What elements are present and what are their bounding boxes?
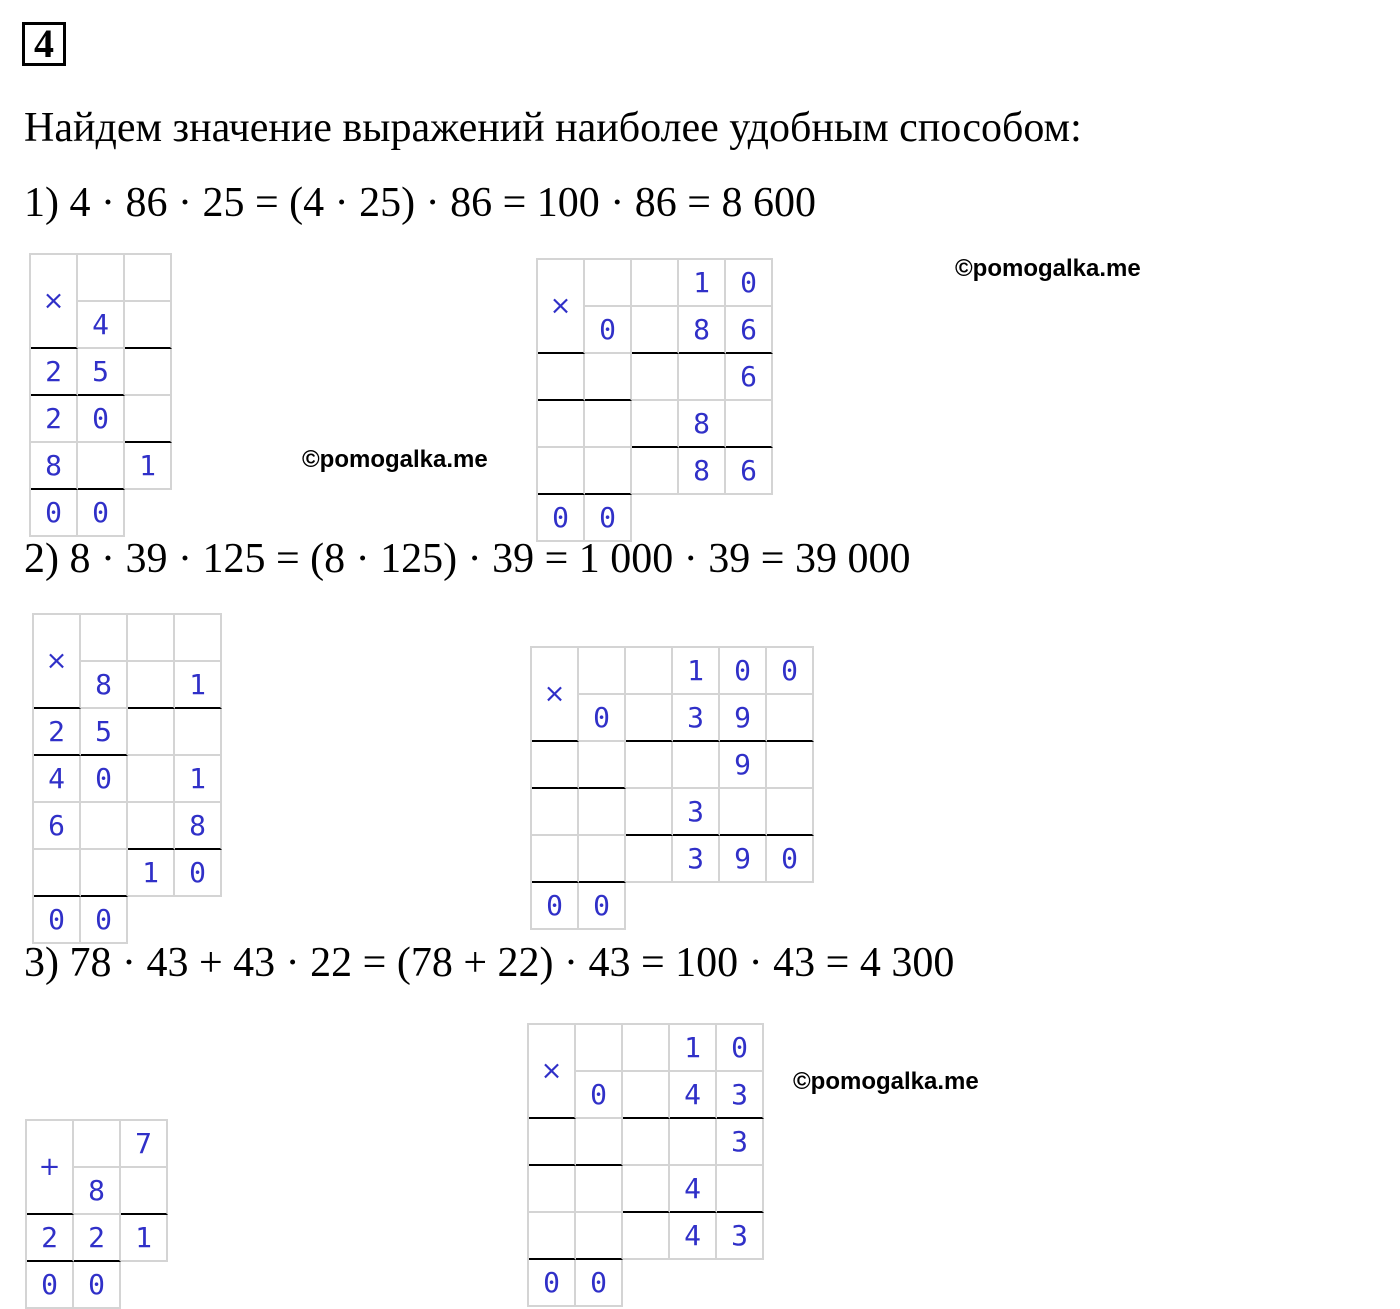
calc-cell: 4 [78, 302, 125, 349]
calc-cell: 7 [121, 1121, 168, 1168]
calc-cell: 3 [673, 836, 720, 883]
calc-cell: 4 [670, 1166, 717, 1213]
calc-cell [626, 648, 673, 695]
calc-cell [579, 836, 626, 883]
calc-cell [726, 401, 773, 448]
calc-cell: 4 [670, 1072, 717, 1119]
calc-cell: 3 [673, 695, 720, 742]
calc-grid [32, 613, 222, 944]
calc-cell: 6 [34, 803, 81, 850]
calc-cell [529, 1213, 576, 1260]
calc-cell: 1 [175, 756, 222, 803]
calc-cell: 8 [31, 443, 78, 490]
calc-grid [530, 646, 814, 930]
calc-cell [673, 742, 720, 789]
calc-cell: 1 [128, 850, 175, 897]
calc-cell: 0 [767, 836, 814, 883]
operation-sign: + [27, 1121, 74, 1215]
calc-cell [579, 742, 626, 789]
calc-cell: 0 [726, 260, 773, 307]
calc-grid [527, 1023, 764, 1307]
calc-cell: 6 [726, 307, 773, 354]
calc-cell: 8 [679, 448, 726, 495]
calc-cell [632, 401, 679, 448]
calc-cell [576, 1166, 623, 1213]
calc-cell [81, 803, 128, 850]
calc-cell [125, 302, 172, 349]
calc-cell [125, 255, 172, 302]
calc-cell: 0 [34, 897, 81, 944]
calc-cell: 0 [576, 1072, 623, 1119]
calc-cell [532, 742, 579, 789]
calc-cell [585, 260, 632, 307]
calc-cell [538, 354, 585, 401]
watermark: ©pomogalka.me [955, 255, 1141, 282]
calc-grid [29, 253, 172, 537]
calc-cell [538, 448, 585, 495]
expression-3: 3) 78 · 43 + 43 · 22 = (78 + 22) · 43 = 100 · 43 = 4 300 [24, 940, 955, 986]
calc-cell: 2 [31, 396, 78, 443]
calc-cell: 0 [31, 490, 78, 537]
calc-cell: 0 [538, 495, 585, 542]
calc-cell: 9 [720, 742, 767, 789]
calc-cell: 3 [717, 1213, 764, 1260]
calc-cell [670, 1119, 717, 1166]
calc-cell: 0 [720, 648, 767, 695]
calc-cell [626, 836, 673, 883]
calc-cell [128, 803, 175, 850]
calc-cell: 0 [529, 1260, 576, 1307]
calc-cell [532, 789, 579, 836]
calc-cell: 6 [726, 354, 773, 401]
calc-cell: 9 [720, 836, 767, 883]
calc-cell: 0 [78, 490, 125, 537]
calc-cell [175, 709, 222, 756]
calc-cell: 6 [726, 448, 773, 495]
calc-cell: 0 [78, 396, 125, 443]
calc-cell [585, 354, 632, 401]
calc-cell: 5 [78, 349, 125, 396]
watermark: ©pomogalka.me [793, 1068, 979, 1095]
calc-cell: 0 [576, 1260, 623, 1307]
calc-cell [585, 401, 632, 448]
calc-cell: 4 [670, 1213, 717, 1260]
calc-cell [78, 443, 125, 490]
calc-cell [538, 401, 585, 448]
calc-cell [717, 1166, 764, 1213]
calc-cell [679, 354, 726, 401]
calc-cell [626, 742, 673, 789]
calc-cell [720, 789, 767, 836]
calc-cell [579, 648, 626, 695]
calc-grid [25, 1119, 168, 1309]
calc-cell [128, 662, 175, 709]
calc-cell [128, 615, 175, 662]
calc-cell [623, 1213, 670, 1260]
calc-cell [576, 1213, 623, 1260]
calc-cell: 8 [175, 803, 222, 850]
calc-cell [632, 307, 679, 354]
watermark: ©pomogalka.me [302, 446, 488, 473]
calc-cell: 2 [27, 1215, 74, 1262]
calc-cell [576, 1119, 623, 1166]
expression-2: 2) 8 · 39 · 125 = (8 · 125) · 39 = 1 000 · 39 = 39 000 [24, 536, 911, 582]
expression-1: 1) 4 · 86 · 25 = (4 · 25) · 86 = 100 · 86 = 8 600 [24, 180, 816, 226]
calc-cell: 5 [81, 709, 128, 756]
calc-cell [81, 615, 128, 662]
calc-cell: 2 [34, 709, 81, 756]
calc-cell [767, 789, 814, 836]
calc-cell [125, 396, 172, 443]
calc-cell [767, 695, 814, 742]
calc-cell [579, 789, 626, 836]
calc-cell: 0 [585, 307, 632, 354]
calc-cell: 0 [81, 897, 128, 944]
calc-cell: 0 [81, 756, 128, 803]
calc-cell: 8 [679, 401, 726, 448]
calc-cell: 0 [74, 1262, 121, 1309]
calc-cell [585, 448, 632, 495]
calc-cell [128, 756, 175, 803]
calc-cell: 0 [27, 1262, 74, 1309]
calc-cell [529, 1166, 576, 1213]
calc-cell [532, 836, 579, 883]
calc-cell [529, 1119, 576, 1166]
task-number: 4 [22, 22, 66, 66]
calc-cell [632, 448, 679, 495]
calc-cell: 4 [34, 756, 81, 803]
calc-cell [121, 1168, 168, 1215]
calc-cell: 1 [125, 443, 172, 490]
calc-cell: 1 [121, 1215, 168, 1262]
calc-cell [626, 789, 673, 836]
calc-cell: 0 [175, 850, 222, 897]
calc-cell [632, 260, 679, 307]
calc-cell: 0 [579, 695, 626, 742]
operation-sign: × [34, 615, 81, 709]
calc-cell: 0 [585, 495, 632, 542]
calc-cell [78, 255, 125, 302]
calc-cell: 2 [74, 1215, 121, 1262]
calc-cell [632, 354, 679, 401]
calc-cell: 3 [673, 789, 720, 836]
calc-cell: 8 [74, 1168, 121, 1215]
operation-sign: × [538, 260, 585, 354]
calc-cell: 8 [679, 307, 726, 354]
calc-cell [626, 695, 673, 742]
calc-cell [623, 1119, 670, 1166]
calc-cell: 0 [579, 883, 626, 930]
calc-cell [175, 615, 222, 662]
intro-text: Найдем значение выражений наиболее удобным способом: [24, 105, 1082, 151]
calc-cell [623, 1025, 670, 1072]
calc-cell: 8 [81, 662, 128, 709]
calc-cell [128, 709, 175, 756]
calc-cell: 3 [717, 1072, 764, 1119]
calc-cell: 0 [532, 883, 579, 930]
calc-cell [74, 1121, 121, 1168]
calc-cell [34, 850, 81, 897]
calc-cell: 1 [175, 662, 222, 709]
calc-cell: 1 [670, 1025, 717, 1072]
operation-sign: × [31, 255, 78, 349]
calc-cell [623, 1072, 670, 1119]
calc-grid [536, 258, 773, 542]
calc-cell: 2 [31, 349, 78, 396]
calc-cell [767, 742, 814, 789]
calc-cell [125, 349, 172, 396]
calc-cell: 1 [673, 648, 720, 695]
operation-sign: × [532, 648, 579, 742]
calc-cell: 3 [717, 1119, 764, 1166]
operation-sign: × [529, 1025, 576, 1119]
calc-cell: 9 [720, 695, 767, 742]
calc-cell: 0 [767, 648, 814, 695]
calc-cell [623, 1166, 670, 1213]
calc-cell [576, 1025, 623, 1072]
calc-cell [81, 850, 128, 897]
calc-cell: 1 [679, 260, 726, 307]
calc-cell: 0 [717, 1025, 764, 1072]
